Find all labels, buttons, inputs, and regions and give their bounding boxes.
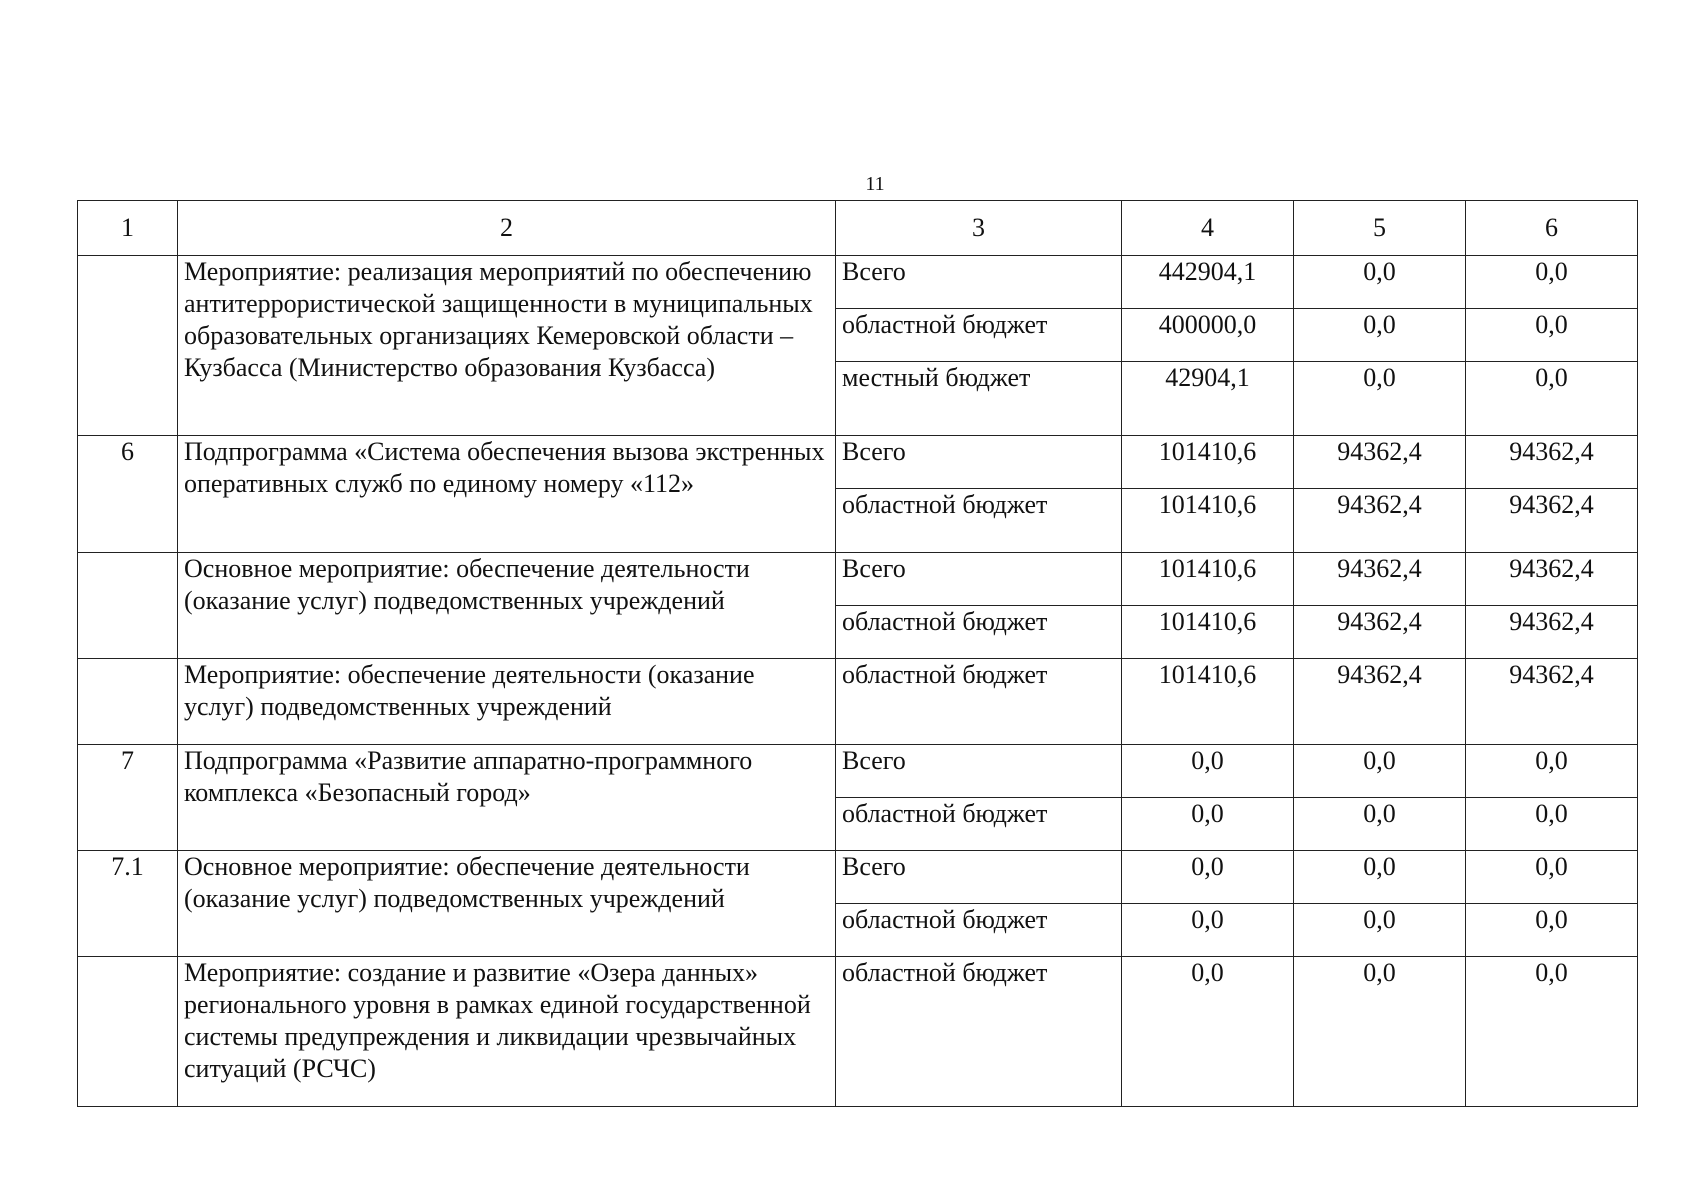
amount-col5: 0,0 bbox=[1294, 745, 1466, 798]
amount-col4: 0,0 bbox=[1122, 851, 1294, 904]
column-header: 3 bbox=[836, 201, 1122, 256]
funding-source: Всего bbox=[836, 851, 1122, 904]
funding-source: Всего bbox=[836, 256, 1122, 309]
column-header: 2 bbox=[178, 201, 836, 256]
table-row bbox=[78, 256, 1638, 309]
amount-col4: 0,0 bbox=[1122, 798, 1294, 851]
program-name: Подпрограмма «Развитие аппаратно-программного комплекса «Безопасный город» bbox=[178, 745, 836, 851]
amount-col5: 94362,4 bbox=[1294, 489, 1466, 553]
funding-source: областной бюджет bbox=[836, 798, 1122, 851]
amount-col4: 101410,6 bbox=[1122, 659, 1294, 745]
row-number bbox=[78, 256, 178, 436]
page-number: 11 bbox=[865, 173, 885, 195]
amount-col5: 94362,4 bbox=[1294, 436, 1466, 489]
table-row bbox=[78, 745, 1638, 798]
amount-col4: 42904,1 bbox=[1122, 362, 1294, 436]
amount-col6: 0,0 bbox=[1466, 256, 1638, 309]
amount-col4: 442904,1 bbox=[1122, 256, 1294, 309]
amount-col6: 0,0 bbox=[1466, 362, 1638, 436]
funding-source: областной бюджет bbox=[836, 957, 1122, 1107]
funding-source: Всего bbox=[836, 436, 1122, 489]
amount-col6: 0,0 bbox=[1466, 745, 1638, 798]
amount-col5: 94362,4 bbox=[1294, 553, 1466, 606]
amount-col6: 94362,4 bbox=[1466, 606, 1638, 659]
amount-col5: 0,0 bbox=[1294, 256, 1466, 309]
amount-col6: 94362,4 bbox=[1466, 659, 1638, 745]
amount-col4: 0,0 bbox=[1122, 745, 1294, 798]
row-number: 7 bbox=[78, 745, 178, 851]
funding-source: Всего bbox=[836, 553, 1122, 606]
program-name: Основное мероприятие: обеспечение деятельности (оказание услуг) подведомственных учреждений bbox=[178, 553, 836, 659]
amount-col6: 0,0 bbox=[1466, 309, 1638, 362]
funding-source: областной бюджет bbox=[836, 904, 1122, 957]
row-number bbox=[78, 659, 178, 745]
table-row bbox=[78, 436, 1638, 489]
amount-col6: 94362,4 bbox=[1466, 436, 1638, 489]
amount-col5: 0,0 bbox=[1294, 362, 1466, 436]
amount-col4: 0,0 bbox=[1122, 957, 1294, 1107]
amount-col5: 94362,4 bbox=[1294, 659, 1466, 745]
table-row bbox=[78, 851, 1638, 904]
table-row bbox=[78, 659, 1638, 745]
funding-source: областной бюджет bbox=[836, 606, 1122, 659]
amount-col5: 0,0 bbox=[1294, 798, 1466, 851]
amount-col5: 0,0 bbox=[1294, 309, 1466, 362]
amount-col4: 0,0 bbox=[1122, 904, 1294, 957]
amount-col4: 101410,6 bbox=[1122, 436, 1294, 489]
amount-col4: 101410,6 bbox=[1122, 489, 1294, 553]
funding-source: областной бюджет bbox=[836, 309, 1122, 362]
amount-col6: 0,0 bbox=[1466, 957, 1638, 1107]
funding-source: местный бюджет bbox=[836, 362, 1122, 436]
amount-col4: 400000,0 bbox=[1122, 309, 1294, 362]
amount-col5: 0,0 bbox=[1294, 851, 1466, 904]
amount-col4: 101410,6 bbox=[1122, 606, 1294, 659]
column-header: 1 bbox=[78, 201, 178, 256]
amount-col6: 0,0 bbox=[1466, 904, 1638, 957]
row-number bbox=[78, 957, 178, 1107]
row-number: 7.1 bbox=[78, 851, 178, 957]
header-row bbox=[78, 201, 1638, 256]
amount-col6: 0,0 bbox=[1466, 851, 1638, 904]
table-row bbox=[78, 957, 1638, 1107]
funding-source: Всего bbox=[836, 745, 1122, 798]
budget-table bbox=[77, 200, 1638, 1107]
row-number: 6 bbox=[78, 436, 178, 553]
amount-col5: 0,0 bbox=[1294, 957, 1466, 1107]
amount-col6: 0,0 bbox=[1466, 798, 1638, 851]
amount-col6: 94362,4 bbox=[1466, 553, 1638, 606]
program-name: Основное мероприятие: обеспечение деятельности (оказание услуг) подведомственных учреждений bbox=[178, 851, 836, 957]
column-header: 6 bbox=[1466, 201, 1638, 256]
funding-source: областной бюджет bbox=[836, 489, 1122, 553]
program-name: Мероприятие: обеспечение деятельности (оказание услуг) подведомственных учреждений bbox=[178, 659, 836, 745]
table-row bbox=[78, 553, 1638, 606]
program-name: Мероприятие: создание и развитие «Озера данных» регионального уровня в рамках единой государственной системы предупреждения и ликвидации чрезвычайных ситуаций (РСЧС) bbox=[178, 957, 836, 1107]
column-header: 4 bbox=[1122, 201, 1294, 256]
amount-col5: 0,0 bbox=[1294, 904, 1466, 957]
amount-col6: 94362,4 bbox=[1466, 489, 1638, 553]
column-header: 5 bbox=[1294, 201, 1466, 256]
amount-col5: 94362,4 bbox=[1294, 606, 1466, 659]
program-name: Подпрограмма «Система обеспечения вызова экстренных оперативных служб по единому номеру «112» bbox=[178, 436, 836, 553]
program-name: Мероприятие: реализация мероприятий по обеспечению антитеррористической защищенности в муниципальных образовательных организациях Кемеровской области – Кузбасса (Министерство образования Кузбасса) bbox=[178, 256, 836, 436]
row-number bbox=[78, 553, 178, 659]
amount-col4: 101410,6 bbox=[1122, 553, 1294, 606]
funding-source: областной бюджет bbox=[836, 659, 1122, 745]
